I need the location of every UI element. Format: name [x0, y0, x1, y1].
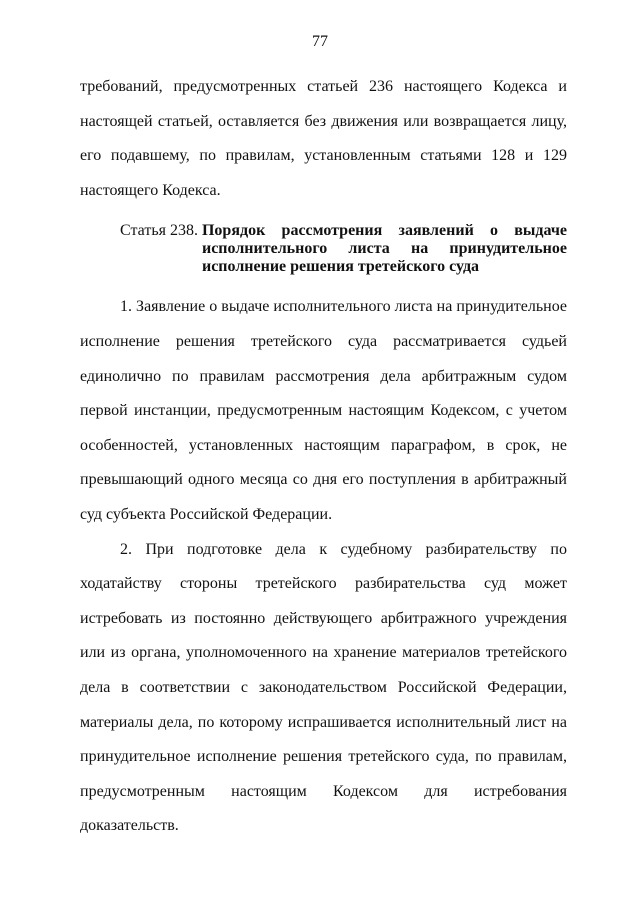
page-number: 77 [312, 33, 328, 50]
paragraph-item-1: 1. Заявление о выдаче исполнительного листа на принудительное исполнение решения третейского суда рассматривается судьей единолично по правилам рассмотрения дела арбитражным судом первой инстанции, предусмотренным настоящим Кодексом, с учетом особенностей, установленных настоящим параграфом, в срок, не превышающий одного месяца со дня его поступления в арбитражный суд субъекта Российской Федерации. [80, 298, 567, 523]
article-title: Порядок рассмотрения заявлений о выдаче исполнительного листа на принудительное исполнение решения третейского суда [201, 222, 567, 276]
article-number: Статья 238. [120, 222, 198, 240]
paragraph-item-2: 2. При подготовке дела к судебному разбирательству по ходатайству стороны третейского разбирательства суд может истребовать из постоянно действующего арбитражного учреждения или из органа, уполномоченного на хранение материалов третейского дела в соответствии с законодательством Российской Федерации, материалы дела, по которому испрашивается исполнительный лист на принудительное исполнение решения третейского суда, по правилам, предусмотренным настоящим Кодексом для истребования доказательств. [80, 540, 567, 835]
article-heading [80, 222, 567, 276]
paragraph-continuation: требований, предусмотренных статьей 236 настоящего Кодекса и настоящей статьей, оставляется без движения или возвращается лицу, его подавшему, по правилам, установленным статьями 128 и 129 настоящего Кодекса. [80, 78, 567, 199]
spacer [80, 208, 567, 219]
document-body [80, 70, 567, 844]
